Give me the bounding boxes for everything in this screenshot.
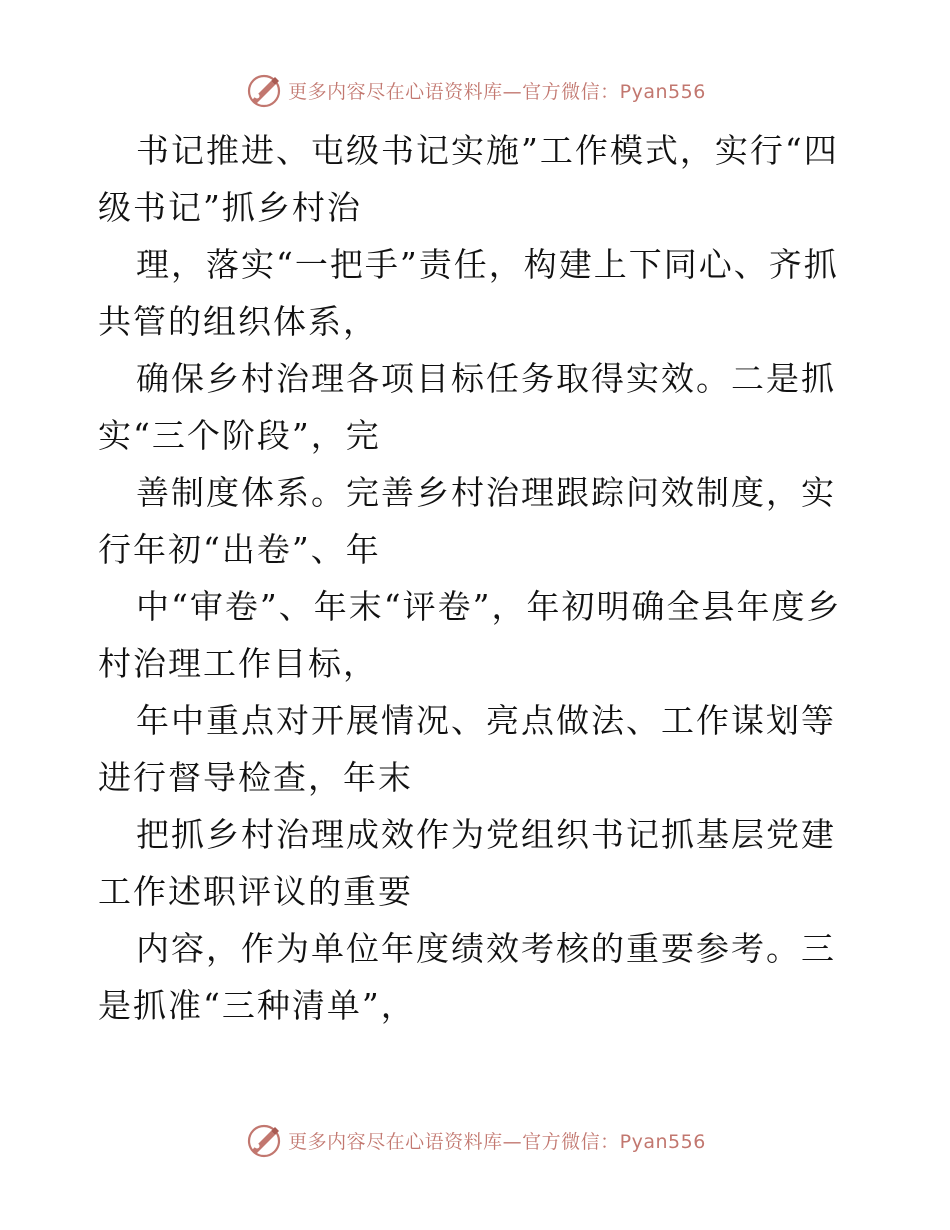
document-body [98, 122, 858, 1034]
paragraph: 年中重点对开展情况、亮点做法、工作谋划等进行督导检查，年末 [98, 701, 836, 797]
paragraph: 理，落实“一把手”责任，构建上下同心、齐抓共管的组织体系， [98, 245, 839, 341]
paragraph: 中“审卷”、年末“评卷”，年初明确全县年度乡村治理工作目标， [98, 587, 842, 683]
pen-circle-logo-icon [244, 1120, 284, 1160]
paragraph: 善制度体系。完善乡村治理跟踪问效制度，实行年初“出卷”、年 [98, 473, 836, 569]
paragraph: 把抓乡村治理成效作为党组织书记抓基层党建工作述职评议的重要 [98, 815, 836, 911]
watermark-text: 更多内容尽在心语资料库—官方微信：Pyan556 [288, 1130, 706, 1153]
footer-watermark [0, 1120, 950, 1160]
header-watermark [0, 70, 950, 110]
paragraph: 确保乡村治理各项目标任务取得实效。二是抓实“三个阶段”，完 [98, 359, 836, 455]
watermark-text: 更多内容尽在心语资料库—官方微信：Pyan556 [288, 80, 706, 103]
paragraph: 书记推进、屯级书记实施”工作模式，实行“四级书记”抓乡村治 [98, 131, 839, 227]
paragraph: 内容，作为单位年度绩效考核的重要参考。三是抓准“三种清单”， [98, 929, 836, 1025]
pen-circle-logo-icon [244, 70, 284, 110]
